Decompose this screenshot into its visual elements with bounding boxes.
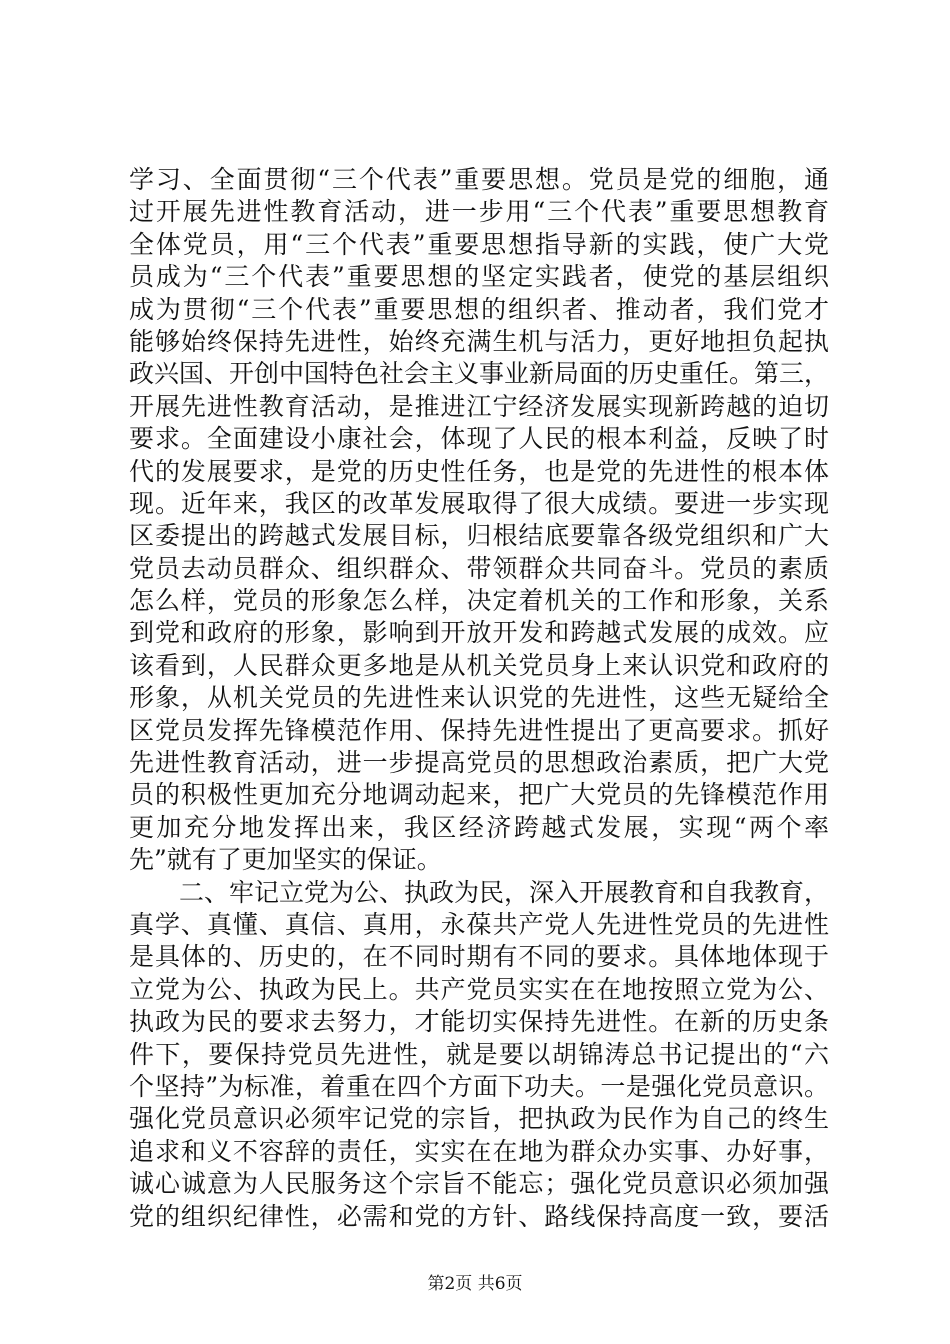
text-line: 形象，从机关党员的先进性来认识党的先进性，这些无疑给全 — [129, 683, 829, 713]
text-line: 该看到，人民群众更多地是从机关党员身上来认识党和政府的 — [129, 650, 829, 680]
text-line: 真学、真懂、真信、真用，永葆共产党人先进性党员的先进性 — [129, 909, 829, 939]
text-line: 区委提出的跨越式发展目标，归根结底要靠各级党组织和广大 — [129, 521, 829, 551]
text-line: 全体党员，用“三个代表”重要思想指导新的实践，使广大党 — [129, 229, 829, 259]
text-line: 学习、全面贯彻“三个代表”重要思想。党员是党的细胞，通 — [129, 165, 829, 194]
text-line: 执政为民的要求去努力，才能切实保持先进性。在新的历史条 — [129, 1007, 829, 1037]
text-line: 追求和义不容辞的责任，实实在在地为群众办实事、办好事， — [129, 1136, 829, 1166]
text-line: 过开展先进性教育活动，进一步用“三个代表”重要思想教育 — [129, 197, 829, 227]
body-text — [129, 164, 829, 1233]
text-line: 区党员发挥先锋模范作用、保持先进性提出了更高要求。抓好 — [129, 715, 829, 745]
text-line: 代的发展要求，是党的历史性任务，也是党的先进性的根本体 — [129, 456, 829, 486]
text-line: 员的积极性更加充分地调动起来，把广大党员的先锋模范作用 — [129, 780, 829, 810]
text-line: 二、牢记立党为公、执政为民，深入开展教育和自我教育， — [129, 877, 830, 907]
text-line: 是具体的、历史的，在不同时期有不同的要求。具体地体现于 — [129, 942, 829, 972]
text-line: 件下，要保持党员先进性，就是要以胡锦涛总书记提出的“六 — [129, 1039, 829, 1069]
text-line: 党的组织纪律性，必需和党的方针、路线保持高度一致，要活 — [129, 1201, 829, 1231]
text-line: 开展先进性教育活动，是推进江宁经济发展实现新跨越的迫切 — [129, 391, 829, 421]
text-line: 员成为“三个代表”重要思想的坚定实践者，使党的基层组织 — [129, 262, 829, 292]
text-line: 强化党员意识必须牢记党的宗旨，把执政为民作为自己的终生 — [129, 1104, 829, 1134]
text-line: 成为贯彻“三个代表”重要思想的组织者、推动者，我们党才 — [129, 294, 829, 324]
page-number-footer: 第2页 共6页 — [427, 1274, 523, 1294]
text-line: 党员去动员群众、组织群众、带领群众共同奋斗。党员的素质 — [129, 553, 829, 583]
text-line: 立党为公、执政为民上。共产党员实实在在地按照立党为公、 — [129, 974, 829, 1004]
text-line: 能够始终保持先进性，始终充满生机与活力，更好地担负起执 — [129, 326, 829, 356]
text-line: 到党和政府的形象，影响到开放开发和跨越式发展的成效。应 — [129, 618, 829, 648]
text-line: 怎么样，党员的形象怎么样，决定着机关的工作和形象，关系 — [129, 586, 829, 616]
text-line: 个坚持”为标准，着重在四个方面下功夫。一是强化党员意识。 — [129, 1071, 829, 1101]
text-line: 诚心诚意为人民服务这个宗旨不能忘；强化党员意识必须加强 — [129, 1169, 829, 1199]
text-line: 更加充分地发挥出来，我区经济跨越式发展，实现“两个率 — [129, 812, 829, 842]
text-line: 政兴国、开创中国特色社会主义事业新局面的历史重任。第三， — [129, 359, 830, 389]
text-line: 先进性教育活动，进一步提高党员的思想政治素质，把广大党 — [129, 748, 829, 778]
text-line: 要求。全面建设小康社会，体现了人民的根本利益，反映了时 — [129, 424, 829, 454]
text-line: 现。近年来，我区的改革发展取得了很大成绩。要进一步实现 — [129, 488, 829, 518]
text-line: 先”就有了更加坚实的保证。 — [129, 845, 442, 875]
